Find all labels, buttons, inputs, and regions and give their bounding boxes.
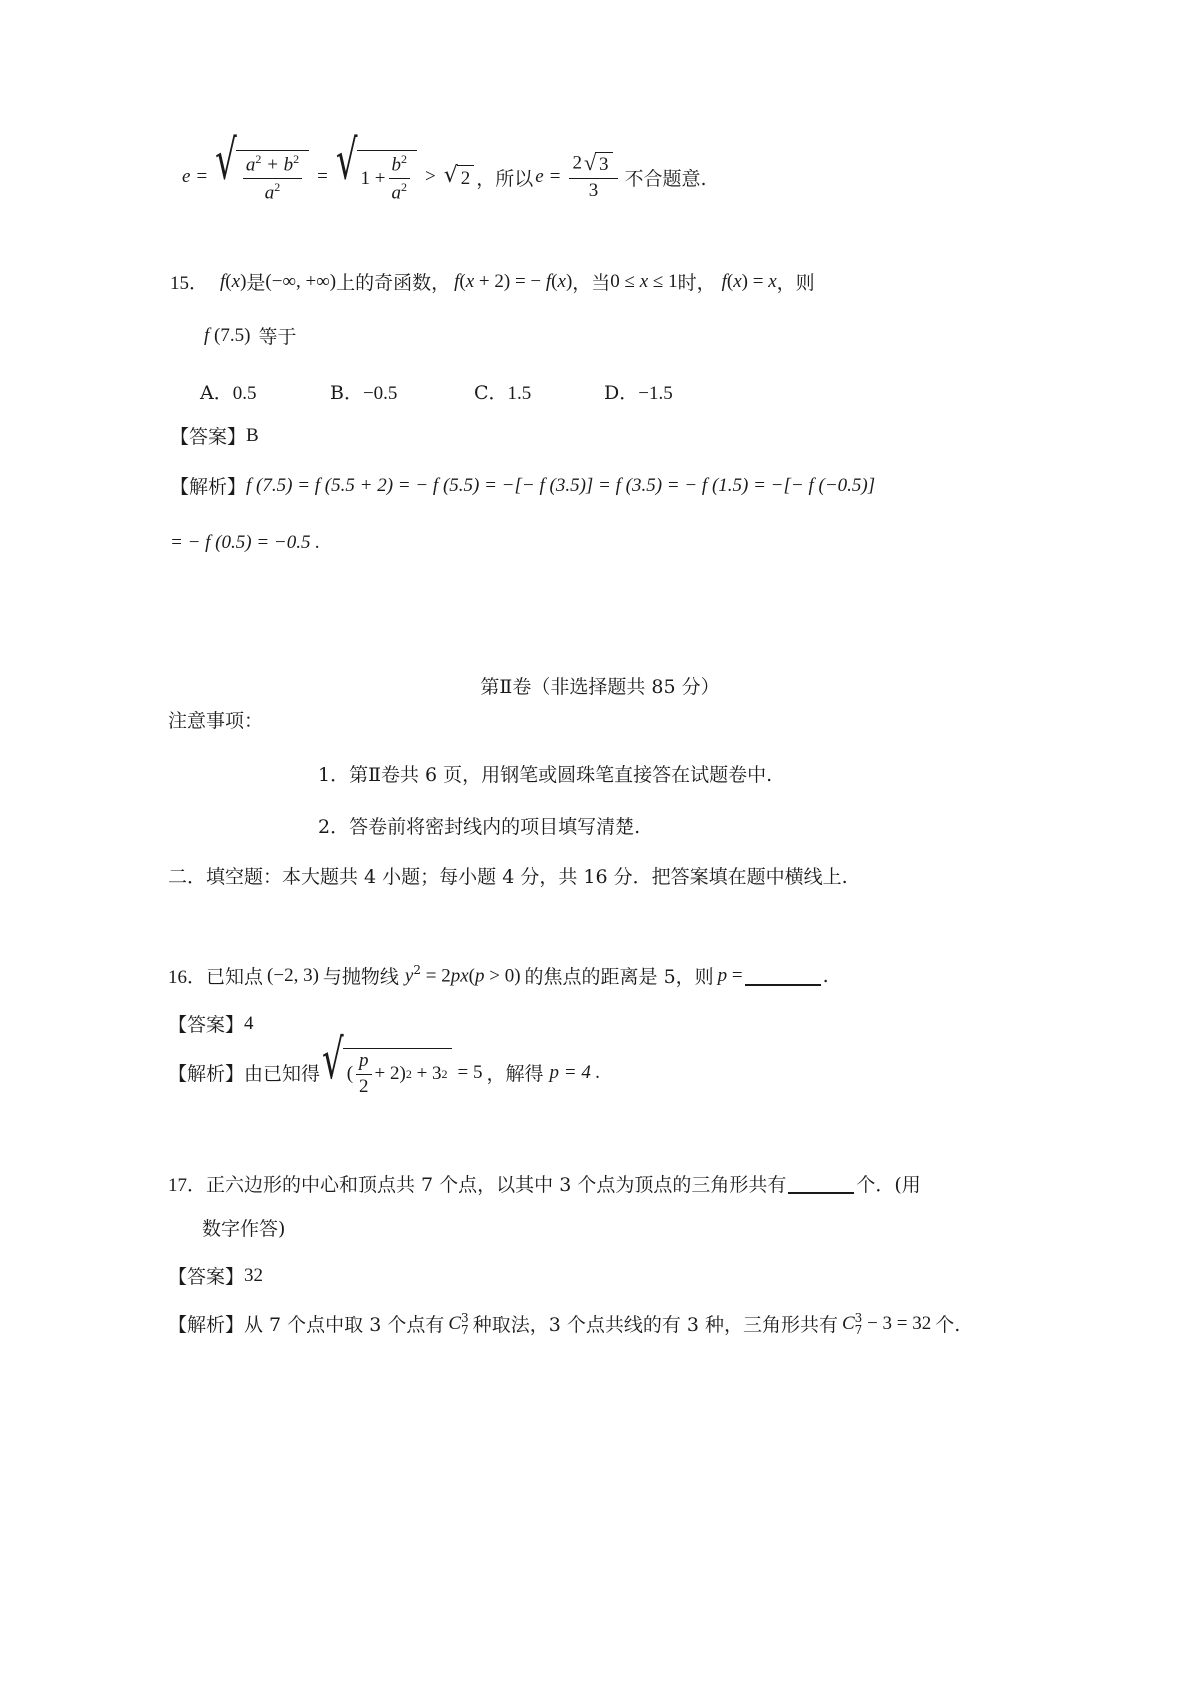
combination-expression: C 3 7 − 3 = 32 (841, 1310, 932, 1337)
equals-sign: = (196, 166, 208, 188)
notice-item-1: 1．第Ⅱ卷共 6 页，用钢笔或圆珠笔直接答在试题卷中. (318, 764, 773, 786)
question-number: 15． (170, 273, 209, 294)
answer-blank[interactable] (745, 966, 821, 986)
analysis-label: 【解析】 (168, 1314, 245, 1336)
sqrt-expression-2: √ 1 + $\frac{b^2}{a^2}$ (336, 150, 417, 204)
radical-sign: √ (335, 128, 358, 193)
distance-sqrt-expression: √ ( $\frac{p}{2}$ + 2) 2 + 3 2 (322, 1048, 452, 1098)
point-coordinates: (−2, 3) (267, 964, 319, 986)
section-2-heading: 二．填空题：本大题共 4 小题；每小题 4 分，共 16 分．把答案填在题中横线上. (168, 866, 848, 888)
analysis-label: 【解析】 (170, 476, 247, 498)
analysis-formula-line2: = − f (0.5) = −0.5 . (170, 532, 320, 553)
conclusion-text: ，所以 (476, 167, 534, 190)
question-15-analysis (170, 472, 875, 499)
notice-item-2: 2．答卷前将密封线内的项目填写清楚. (318, 816, 641, 838)
option-b: B．−0.5 (330, 382, 398, 404)
answer-value: 4 (244, 1012, 254, 1034)
analysis-label: 【解析】 (168, 1063, 245, 1086)
sqrt-two: √ 2 (444, 165, 475, 190)
analysis-formula-line1: f (7.5) = f (5.5 + 2) = − f (5.5) = −[− f (3.5)] = f (3.5) = − f (1.5) = −[− f (−0.5)] (246, 474, 876, 496)
answer-label: 【答案】 (168, 1266, 245, 1288)
answer-label: 【答案】 (168, 1014, 245, 1036)
analysis-result: p = 4 . (549, 1061, 601, 1083)
question-17-analysis: 【解析】 从 7 个点中取 3 个点有 C 3 7 种取法，3 个点共线的有 3 种，三角形共有 C 3 7 − 3 = 32 个. (168, 1310, 961, 1337)
question-number: 17． (168, 1175, 207, 1196)
not-fit-text: 不合题意. (624, 167, 707, 190)
combination-c73: C 3 7 (448, 1310, 469, 1337)
question-15-stem: 15． f ( x ) 是 (−∞, +∞) 上的奇函数， f ( x + 2) = − f ( x ) ，当 0 ≤ x ≤ 1 时， f ( x ) = x ，则 (170, 268, 815, 295)
question-17-answer (168, 1262, 263, 1289)
fraction-2sqrt3-over-3: 2 √ 3 3 (569, 152, 617, 202)
notice-label: 注意事项： (168, 710, 264, 732)
question-17-stem-line2: 数字作答) (202, 1218, 286, 1240)
option-a: A．0.5 (200, 382, 257, 404)
eccentricity-symbol: e (182, 166, 191, 188)
radical-sign: √ (215, 128, 237, 193)
question-16-answer (168, 1010, 254, 1037)
answer-blank[interactable] (788, 1174, 854, 1194)
answer-value: 32 (244, 1264, 264, 1286)
answer-value: B (246, 424, 259, 446)
sqrt-expression-1 (215, 128, 309, 204)
fraction-a2b2-over-a2: $\frac{a^2 + b^2}{a^2}$ (243, 153, 302, 204)
question-15-answer (170, 422, 259, 449)
question-16-analysis: 【解析】 由已知得 √ ( $\frac{p}{2}$ + 2) 2 + 3 2 = 5 ，解得 p = 4 . (168, 1028, 601, 1097)
question-15-analysis-line2 (170, 532, 320, 554)
prev-solution-line: e = √ $\frac{a^2 + b^2}{a^2}$ = √ 1 + $\frac{b^2}{a^2}$ > √ 2 ，所以 e = 2 √ 3 3 不合题意. (182, 150, 707, 204)
question-16-stem: 16． 已知点 (−2, 3) 与抛物线 $y^2 = 2px(p > 0)$ 的焦点的距离是 5，则 p = . (168, 963, 829, 988)
question-15-stem-line2: f (7.5) 等于 (204, 324, 297, 348)
question-17-stem: 17． 正六边形的中心和顶点共 7 个点，以其中 3 个点为顶点的三角形共有 个．(用 (168, 1170, 921, 1197)
section-2-title: 第Ⅱ卷（非选择题共 85 分） (480, 676, 720, 698)
fraction-b2-over-a2: $\frac{b^2}{a^2}$ (389, 153, 411, 204)
question-15-options (200, 378, 673, 405)
option-c: C．1.5 (474, 382, 532, 404)
answer-label: 【答案】 (170, 426, 247, 448)
question-number: 16． (168, 967, 207, 988)
option-d: D．−1.5 (604, 382, 673, 404)
